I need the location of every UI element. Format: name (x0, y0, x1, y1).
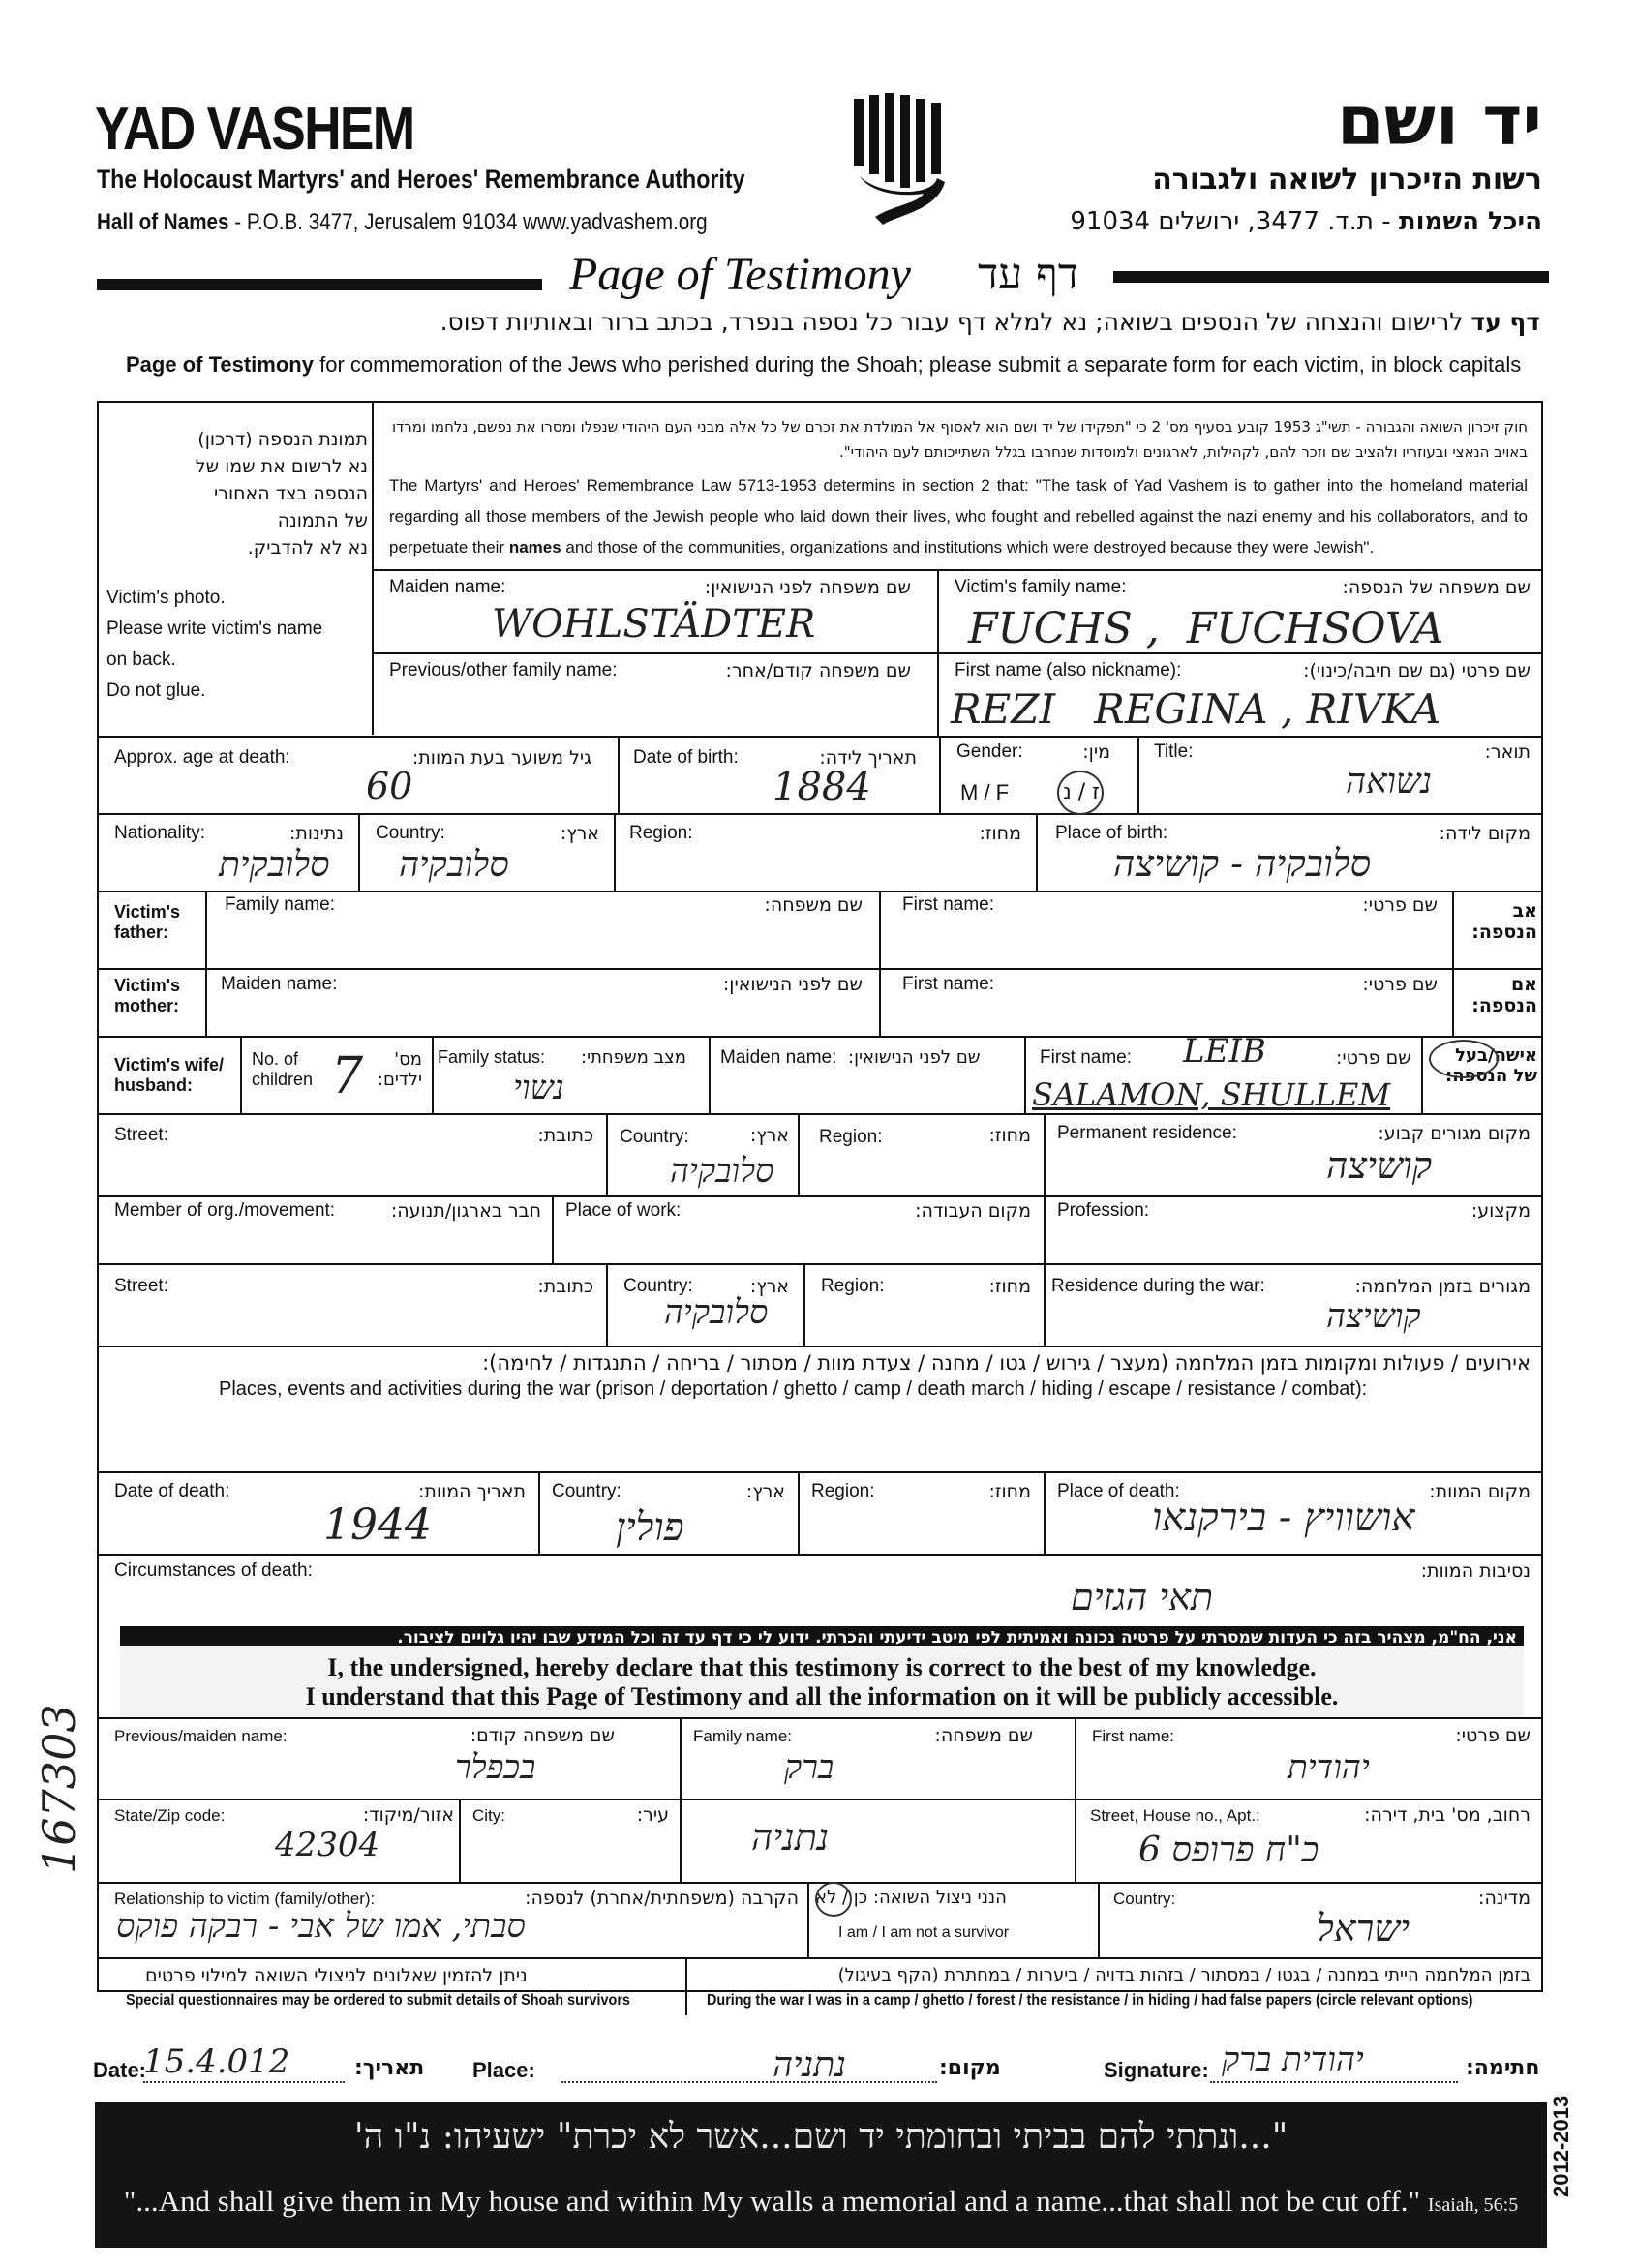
father-side-left (205, 891, 207, 968)
death-date-label: Date of death: (114, 1481, 230, 1501)
row-divider-age (97, 736, 1543, 738)
row-divider-spouse (97, 1036, 1543, 1038)
row-divider-sub4 (97, 1957, 1543, 1959)
war-res-label-he: מגורים בזמן המלחמה: (1354, 1276, 1531, 1297)
row-divider-sub3 (97, 1882, 1543, 1884)
div-dob-gender (939, 736, 941, 813)
sub-family-value[interactable]: ברק (784, 1748, 834, 1787)
quest-div (685, 1957, 687, 2015)
father-side-right (1452, 891, 1454, 968)
age-label-he: גיל משוער בעת המוות: (411, 747, 591, 769)
war-country-label-he: ארץ: (749, 1276, 789, 1297)
circ-label: Circumstances of death: (114, 1560, 313, 1581)
footer-source: Isaiah, 56:5 (1427, 2194, 1519, 2216)
photo-he-1: תמונת הנספה (דרכון) (197, 429, 368, 450)
mem-div-2 (1044, 1195, 1046, 1263)
death-date-label-he: תאריך המוות: (418, 1481, 526, 1502)
sub-first-label: First name: (1092, 1727, 1175, 1745)
div-region-pob (1036, 813, 1038, 891)
death-country-label: Country: (552, 1481, 621, 1501)
war-div-3 (1044, 1263, 1046, 1346)
page-title-he: דף עד (978, 250, 1079, 299)
instruction-en-bold: Page of Testimony (126, 352, 314, 377)
father-family-label-he: שם משפחה: (764, 894, 863, 916)
survivor-en: I am / I am not a survivor (838, 1924, 1010, 1941)
father-mid (879, 891, 881, 968)
death-div-1 (538, 1471, 540, 1554)
age-label: Approx. age at death: (114, 747, 290, 768)
photo-en-3: on back. (106, 650, 176, 670)
sub-family-label: Family name: (693, 1727, 793, 1745)
death-date-value[interactable]: 1944 (323, 1500, 432, 1550)
date-label-he: תאריך: (354, 2056, 425, 2080)
status-label: Family status: (438, 1047, 546, 1067)
hall-address-en (97, 209, 708, 236)
circ-label-he: נסיבות המוות: (1420, 1560, 1531, 1582)
photo-en-4: Do not glue. (106, 680, 206, 701)
city-label: City: (472, 1806, 505, 1825)
spouse-first-value-b[interactable]: SALAMON, SHULLEM (1032, 1076, 1391, 1113)
city-value[interactable]: נתניה (751, 1816, 830, 1859)
gender-selected-circle[interactable] (1057, 771, 1104, 815)
div-age-dob (618, 736, 620, 813)
sig-label-he: חתימה: (1466, 2056, 1540, 2080)
spouse-side-en: Victim's wife/ husband: (114, 1055, 224, 1095)
sub-country-label-he: מדינה: (1478, 1888, 1531, 1909)
perm-res-label: Permanent residence: (1057, 1123, 1237, 1143)
street-label-he: כתובת: (537, 1125, 593, 1146)
events-label-en: Places, events and activities during the war (prison / deportation / ghetto / camp / death march / hiding / escape / resistance / combat): (219, 1378, 1368, 1400)
sub-prev-value[interactable]: בכפלר (455, 1748, 536, 1787)
zip-value[interactable]: 42304 (275, 1826, 380, 1864)
mother-side-en: Victim's mother: (114, 976, 180, 1015)
death-region-label: Region: (811, 1481, 875, 1501)
declaration-he: אני, הח"מ, מצהיר בזה כי העדות שמסרתי על פרטיה נכונה ואמיתית לפי מיטב ידיעתי והכרתי. ידוע לי כי דף עד זה וכל המידע שבו יהיו גלויים לציבור. (397, 1628, 1517, 1648)
nationality-label: Nationality: (114, 823, 205, 843)
sub-country-label: Country: (1113, 1890, 1176, 1908)
work-label-he: מקום העבודה: (915, 1200, 1031, 1222)
region-label: Region: (629, 823, 693, 843)
sub-first-label-he: שם פרטי: (1455, 1725, 1531, 1746)
photo-box[interactable] (106, 426, 368, 707)
spouse-div-3 (709, 1036, 711, 1113)
war-div-2 (803, 1263, 805, 1346)
father-first-label: First name: (902, 894, 995, 915)
survivor-he: הנני ניצול השואה: כן / לא (815, 1888, 1007, 1908)
death-place-value[interactable]: אושוויץ - בירקנאו (1152, 1496, 1415, 1540)
title-label-he: תואר: (1484, 741, 1531, 763)
perm-res-value[interactable]: קושיצה (1326, 1144, 1433, 1187)
perm-res-label-he: מקום מגורים קבוע: (1378, 1123, 1531, 1144)
rel-div-2 (1098, 1882, 1100, 1957)
father-side-he: אב הנספה: (1471, 900, 1537, 943)
zip-label: State/Zip code: (114, 1806, 226, 1825)
sub-prev-label: Previous/maiden name: (114, 1727, 288, 1745)
title-bar-right (1113, 271, 1549, 283)
war-region-label: Region: (821, 1276, 885, 1296)
law-en-bold: names (508, 538, 561, 557)
rel-label-he: הקרבה (משפחתית/אחרת) לנספה: (525, 1888, 799, 1909)
member-label: Member of org./movement: (114, 1200, 336, 1221)
mother-first-label: First name: (902, 974, 995, 994)
gender-label-he: מין: (1082, 741, 1110, 763)
sub-street-label-he: רחוב, מס' בית, דירה: (1364, 1804, 1531, 1826)
nationality-label-he: נתינות: (288, 823, 344, 844)
spouse-circle-mark[interactable] (1429, 1040, 1499, 1078)
row-divider-circ (97, 1554, 1543, 1556)
photo-en-2: Please write victim's name (106, 619, 323, 639)
res-country-label-he: ארץ: (749, 1125, 789, 1146)
war-res-label: Residence during the war: (1051, 1276, 1265, 1296)
father-family-label: Family name: (225, 894, 336, 915)
div-gender-title (1137, 736, 1139, 813)
prev-name-label-he: שם משפחה קודם/אחר: (725, 660, 911, 681)
res-country-label: Country: (620, 1127, 689, 1147)
row-divider-war (97, 1263, 1543, 1265)
first-name-value[interactable]: REZI REGINA , RIVKA (951, 685, 1441, 733)
res-country-value[interactable]: סלובקיה (670, 1152, 774, 1191)
spouse-first-label-he: שם פרטי: (1336, 1047, 1411, 1069)
res-region-label-he: מחוז: (988, 1125, 1031, 1146)
instruction-he-text: לרישום והנצחה של הנספים בשואה; נא למלא דף עבור כל נספה בנפרד, בכתב ברור ובאותיות דפוס. (440, 308, 1464, 336)
sub-street-value[interactable]: כ"ח פרופס 6 (1138, 1830, 1319, 1870)
yad-vashem-logo (840, 89, 956, 234)
war-street-label-he: כתובת: (537, 1276, 593, 1297)
sub-prev-label-he: שם משפחה קודם: (470, 1725, 615, 1746)
children-value[interactable]: 7 (331, 1047, 364, 1105)
spouse-first-value-a[interactable]: LEIB (1183, 1032, 1266, 1071)
father-side-en: Victim's father: (114, 902, 180, 942)
date-value[interactable]: 15.4.012 (143, 2042, 290, 2081)
age-value[interactable]: 60 (366, 765, 413, 807)
country-label-he: ארץ: (560, 823, 599, 844)
pob-value[interactable]: סלובקיה - קושיצה (1113, 842, 1372, 885)
death-place-label-he: מקום המוות: (1429, 1481, 1531, 1502)
place-value[interactable]: נתניה (773, 2045, 846, 2085)
spouse-div-4 (1024, 1036, 1026, 1113)
row-divider-sub2 (97, 1799, 1543, 1800)
res-div-3 (1044, 1113, 1046, 1195)
org-name-en: YAD VASHEM (95, 96, 414, 163)
year-label: 2012-2013 (1549, 2095, 1573, 2197)
page-title-en: Page of Testimony (569, 249, 911, 300)
first-name-label-he: שם פרטי (גם שם חיבה/כינוי): (1303, 660, 1531, 681)
hall-of-names-he: היכל השמות (1398, 207, 1542, 236)
gender-options: M / F (960, 780, 1010, 804)
footer-quote-he: "...ונתתי להם בביתי ובחומתי יד ושם...אשר לא יכרת" ישעיהו: נ"ו ה' (353, 2117, 1288, 2157)
law-text-en (389, 470, 1528, 563)
rel-label: Relationship to victim (family/other): (114, 1890, 376, 1908)
war-country-label: Country: (623, 1276, 693, 1296)
mother-maiden-label-he: שם לפני הנישואין: (722, 974, 863, 995)
photo-he-4: של התמונה (277, 510, 368, 531)
profession-label: Profession: (1057, 1200, 1150, 1221)
war-region-label-he: מחוז: (988, 1276, 1031, 1297)
mother-first-label-he: שם פרטי: (1362, 974, 1438, 995)
maiden-name-label: Maiden name: (389, 577, 506, 597)
photo-he-3: הנספה בצד האחורי (213, 483, 368, 504)
photo-he-5: נא לא להדביק. (247, 537, 368, 559)
survivor-circle-mark[interactable] (815, 1882, 852, 1917)
mother-maiden-label: Maiden name: (221, 974, 338, 994)
death-country-label-he: ארץ: (745, 1481, 785, 1502)
row-divider-nationality (97, 813, 1543, 815)
gender-label: Gender: (956, 741, 1023, 762)
war-street-label: Street: (114, 1276, 168, 1296)
rel-value[interactable]: סבתי, אמו של אבי - רבקה פוקס (116, 1907, 526, 1946)
place-label-he: מקום: (939, 2056, 1001, 2080)
div-nat-country (358, 813, 360, 891)
war-div-1 (606, 1263, 608, 1346)
title-label: Title: (1154, 741, 1194, 762)
country-value[interactable]: סלובקיה (399, 845, 509, 885)
city-label-he: עיר: (636, 1804, 669, 1826)
sig-value[interactable]: יהודית ברק (1222, 2041, 1364, 2079)
children-label: No. of children (252, 1049, 314, 1089)
date-underline (143, 2081, 345, 2083)
title-bar-left (97, 279, 542, 290)
sig-label: Signature: (1104, 2058, 1209, 2082)
law-divider (372, 569, 1543, 571)
mother-side-he: אם הנספה: (1471, 974, 1537, 1016)
declaration-en-2: I understand that this Page of Testimony and all the information on it will be publicly accessible. (305, 1682, 1339, 1710)
during-he: בזמן המלחמה הייתי במחנה / בגטו / במסתור / בזהות בדויה / ביערות / במחתרת (הקף בעיגול) (837, 1965, 1531, 1985)
events-label-he: אירועים / פעולות ומקומות בזמן המלחמה (מעצר / גירוש / גטו / מחנה / צעדת מוות / מסתור / בריחה / התנגדות / לחימה): (482, 1351, 1531, 1375)
row-divider-father (97, 891, 1543, 892)
member-label-he: חבר בארגון/תנועה: (390, 1200, 541, 1222)
spouse-maiden-label: Maiden name: (720, 1047, 837, 1068)
death-div-3 (1044, 1471, 1046, 1554)
region-label-he: מחוז: (979, 823, 1021, 844)
father-first-label-he: שם פרטי: (1362, 894, 1438, 916)
during-en: During the war I was in a camp / ghetto / forest / the resistance / in hiding / had false papers (circle relevant options) (707, 1992, 1473, 2009)
sig-underline (1210, 2081, 1458, 2083)
row-divider-sub1 (97, 1717, 1543, 1719)
war-country-value[interactable]: סלובקיה (664, 1293, 769, 1332)
declaration-en-1: I, the undersigned, hereby declare that this testimony is correct to the best of my knowledge. (327, 1653, 1317, 1681)
death-region-label-he: מחוז: (988, 1481, 1031, 1502)
row-divider-residence (97, 1113, 1543, 1115)
spouse-maiden-label-he: שם לפני הנישואין: (848, 1047, 981, 1068)
photo-box-divider (372, 401, 374, 735)
hall-address-he (1070, 207, 1542, 236)
div-country-region (614, 813, 616, 891)
country-label: Country: (376, 823, 445, 843)
pob-label: Place of birth: (1055, 823, 1168, 843)
prev-name-label: Previous/other family name: (389, 660, 618, 680)
hall-address: - P.O.B. 3477, Jerusalem 91034 www.yadvashem.org (234, 209, 708, 235)
work-label: Place of work: (565, 1200, 682, 1221)
place-underline (561, 2081, 937, 2083)
sub-street-label: Street, House no., Apt.: (1090, 1806, 1260, 1825)
quest-en: Special questionnaires may be ordered to submit details of Shoah survivors (126, 1992, 630, 2009)
zip-label-he: אזור/מיקוד: (362, 1804, 454, 1826)
death-div-2 (798, 1471, 800, 1554)
profession-label-he: מקצוע: (1470, 1200, 1531, 1222)
maiden-name-label-he: שם משפחה לפני הנישואין: (704, 577, 911, 598)
spouse-div-1 (240, 1036, 242, 1113)
death-country-value[interactable]: פולין (616, 1505, 684, 1550)
dob-value[interactable]: 1884 (773, 765, 871, 809)
zip-city-div (459, 1799, 461, 1882)
res-div-2 (798, 1113, 800, 1195)
law-en-a: The Martyrs' and Heroes' Remembrance Law 5713-1953 determins in section 2 that: "The task of Yad Vashem is to gather into the homeland material regarding all those members of the Jewish people who laid down their lives, who fought and rebelled against the nazi enemy and his collaborators, and to perpetuate their (389, 476, 1528, 557)
footer-quote-en-text: "...And shall give them in My house and within My walls a memorial and a name...that shall not be cut off." (123, 2184, 1421, 2218)
res-region-label: Region: (819, 1127, 883, 1147)
res-div-1 (606, 1113, 608, 1195)
street-label: Street: (114, 1125, 168, 1145)
law-text-he: חוק זיכרון השואה והגבורה - תשי"ג 1953 קובע בסעיף מס' 2 כי "תפקידו של יד ושם הוא לאסוף אל המולדת את זכרם של כל אלה מבני העם היהודי שנפלו ומסרו את נפשם, נלחמו ומרדו באויב הנאצי ובעוזריו ולהציב שם וזכר להם, לקהילות, לארגונים ולמוסדות שנחרבו בגלל השתייכותם לעם היהודי". (392, 418, 1528, 461)
org-name-he: יד ושם (1337, 81, 1542, 161)
first-name-label: First name (also nickname): (955, 660, 1182, 680)
authority-name-he: רשות הזיכרון לשואה ולגבורה (1152, 163, 1542, 197)
instruction-en-text: for commemoration of the Jews who perished during the Shoah; please submit a separate form for each victim, in block capitals (319, 352, 1522, 377)
row-divider-death (97, 1471, 1543, 1473)
instruction-en (126, 352, 1521, 378)
rel-div-1 (807, 1882, 809, 1957)
family-name-value[interactable]: FUCHS , FUCHSOVA (968, 604, 1444, 653)
circ-value[interactable]: תאי הגזים (1071, 1576, 1214, 1618)
death-place-label: Place of death: (1057, 1481, 1180, 1501)
spouse-side-he: אישה/בעל של הנספה: (1445, 1045, 1537, 1086)
mother-side-right (1452, 968, 1454, 1036)
children-label-he: מס' ילדים: (377, 1049, 422, 1090)
spouse-div-2 (432, 1036, 434, 1113)
hall-of-names-label: Hall of Names (97, 209, 229, 235)
row-divider-mother (97, 968, 1543, 970)
photo-en-1: Victim's photo. (106, 588, 226, 608)
maiden-name-value[interactable]: WOHLSTÄDTER (492, 602, 816, 647)
nationality-value[interactable]: סלובקית (219, 845, 330, 885)
instruction-he-bold: דף עד (1470, 308, 1540, 336)
sub-family-label-he: שם משפחה: (934, 1725, 1033, 1746)
row-divider-member (97, 1195, 1543, 1197)
spouse-div-5 (1421, 1036, 1423, 1113)
row-divider-events (97, 1346, 1543, 1347)
date-label: Date: (93, 2058, 147, 2082)
place-label: Place: (472, 2058, 535, 2082)
family-name-label: Victim's family name: (955, 577, 1127, 597)
quest-he: ניתן להזמין שאלונים לניצולי השואה למילוי פרטים (145, 1965, 528, 1986)
title-value[interactable]: נשואה (1346, 762, 1433, 801)
hall-address-he-text: - ת.ד. 3477, ירושלים 91034 (1070, 207, 1391, 236)
spouse-first-label: First name: (1040, 1047, 1133, 1068)
law-en-b: and those of the communities, organizations and institutions which were destroyed because they were Jewish". (561, 538, 1375, 557)
dob-label-he: תאריך לידה: (819, 747, 917, 769)
photo-he-2: נא לרשום את שמו של (195, 456, 368, 477)
sub-first-value[interactable]: יהודית (1288, 1748, 1370, 1787)
family-name-label-he: שם משפחה של הנספה: (1342, 577, 1531, 598)
war-res-value[interactable]: קושיצה (1326, 1297, 1421, 1336)
status-label-he: מצב משפחתי: (581, 1047, 686, 1068)
dob-label: Date of birth: (633, 747, 739, 768)
pob-label-he: מקום לידה: (1439, 823, 1531, 844)
gender-options-he: ז / נ (1063, 780, 1100, 804)
mem-div-1 (552, 1195, 554, 1263)
mother-side-left (205, 968, 207, 1036)
authority-name-en: The Holocaust Martyrs' and Heroes' Remembrance Authority (97, 165, 745, 194)
footer-quote-en (95, 2184, 1547, 2219)
sub-country-value[interactable]: ישראל (1317, 1907, 1410, 1950)
margin-number: 167303 (33, 1704, 85, 1874)
instruction-he (440, 308, 1540, 336)
mother-mid (879, 968, 881, 1036)
status-value[interactable]: נשוי (513, 1069, 564, 1107)
